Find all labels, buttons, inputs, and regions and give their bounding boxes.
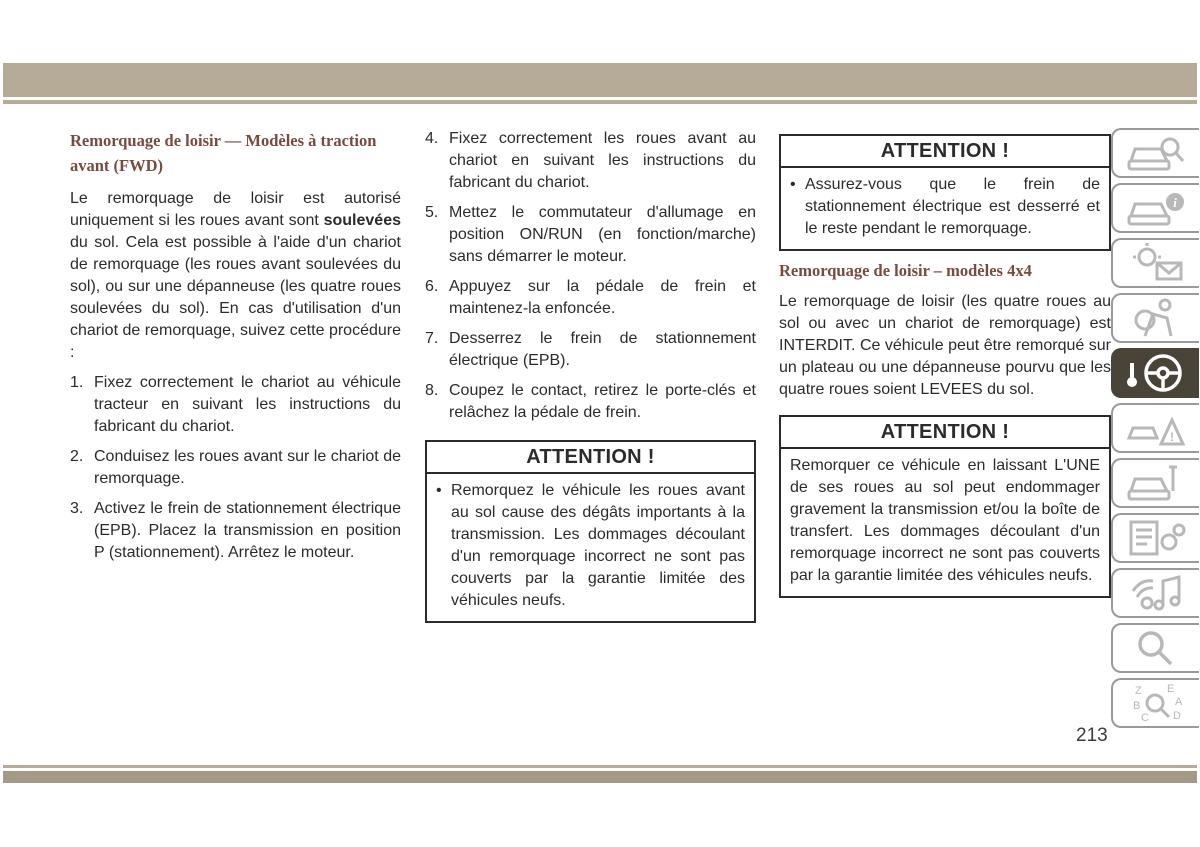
- attention-body: [427, 474, 754, 621]
- step-item: [425, 128, 756, 194]
- step-text: Mettez le commutateur d'allumage en position ON/RUN (en fonction/marche) sans démarrer le moteur.: [449, 204, 756, 265]
- svg-text:C: C: [1141, 712, 1149, 724]
- tab-safety[interactable]: [1111, 293, 1199, 343]
- header-band: [3, 63, 1197, 97]
- index-search-icon: [1123, 626, 1189, 670]
- column-left: [70, 128, 401, 572]
- svg-text:B: B: [1133, 700, 1141, 712]
- attention-text: Remorquer ce véhicule en laissant L'UNE de ses roues au sol peut endommager gravement la transmission et/ou la boîte de transfert. Les dommages découlant d'un remorquage incorrect ne sont pas couverts par la garantie limitée des véhicules neufs.: [790, 457, 1100, 584]
- step-number: 8.: [425, 382, 439, 399]
- step-text: Fixez correctement les roues avant au chariot en suivant les instructions du fabricant du chariot.: [449, 130, 756, 191]
- intro-emphasis: soulevées: [323, 212, 401, 229]
- footer-band: [3, 771, 1197, 783]
- footer-rule: [3, 765, 1197, 768]
- attention-box: [425, 440, 756, 623]
- bullet-dot: •: [436, 482, 442, 499]
- car-info-icon: [1123, 186, 1189, 230]
- step-item: [425, 380, 756, 424]
- airbag-safety-icon: [1123, 296, 1189, 340]
- step-number: 4.: [425, 130, 439, 147]
- attention-bullet-item: [790, 174, 1100, 240]
- attention-text: Assurez-vous que le frein de stationnement électrique est desserré et le reste pendant le remorquage.: [805, 176, 1100, 237]
- column-right: [779, 128, 1111, 598]
- attention-box: [779, 415, 1111, 598]
- step-number: 5.: [425, 204, 439, 221]
- step-text: Fixez correctement le chariot au véhicule tracteur en suivant les instructions du fabricant du chariot.: [94, 374, 401, 435]
- step-item: [425, 202, 756, 268]
- step-number: 6.: [425, 278, 439, 295]
- step-text: Activez le frein de stationnement électrique (EPB). Placez la transmission en position P (stationnement). Arrêtez le moteur.: [94, 500, 401, 561]
- car-search-icon: [1123, 131, 1189, 175]
- step-number: 7.: [425, 330, 439, 347]
- step-text: Appuyez sur la pédale de frein et maintenez-la enfoncée.: [449, 278, 756, 317]
- step-item: [70, 446, 401, 490]
- tab-emergencies[interactable]: [1111, 403, 1199, 453]
- section-heading-4x4: Remorquage de loisir – modèles 4x4: [779, 261, 1032, 280]
- intro-paragraph: [70, 188, 401, 364]
- step-item: [425, 276, 756, 320]
- step-item: [70, 498, 401, 564]
- step-number: 1.: [70, 374, 84, 391]
- intro-text: Le remorquage de loisir est autorisé uniquement si les roues avant sont: [70, 190, 401, 229]
- tab-car-info[interactable]: [1111, 183, 1199, 233]
- tab-servicing[interactable]: [1111, 458, 1199, 508]
- step-item: [425, 328, 756, 372]
- warning-light-message-icon: [1123, 241, 1189, 285]
- intro-text-cont: du sol. Cela est possible à l'aide d'un chariot de remorquage (les roues avant soulevées du sol), ou sur une dépanneuse (les quatre roues soulevées du sol). En cas d'utilisation d'un chariot de remorquage, suivez cette procédure :: [70, 234, 401, 361]
- bullet-dot: •: [790, 176, 796, 193]
- alphabet-index-icon: [1123, 681, 1189, 725]
- svg-text:E: E: [1167, 683, 1175, 695]
- attention-text: Remorquez le véhicule les roues avant au sol cause des dégâts importants à la transmission. Les dommages découlant d'un remorquage incorrect ne sont pas couverts par la garantie limitée des véhicules neufs.: [451, 482, 745, 609]
- step-number: 3.: [70, 500, 84, 517]
- svg-text:A: A: [1175, 696, 1183, 708]
- attention-title: ATTENTION !: [427, 442, 754, 474]
- steering-wheel-key-icon: [1123, 351, 1189, 395]
- steps-list: [70, 372, 401, 564]
- tab-alphabetical-index[interactable]: [1111, 678, 1199, 728]
- tab-multimedia[interactable]: [1111, 568, 1199, 618]
- tab-index-search[interactable]: [1111, 623, 1199, 673]
- header-rule: [3, 100, 1197, 104]
- svg-text:i: i: [1173, 195, 1177, 210]
- tab-specifications[interactable]: [1111, 513, 1199, 563]
- paragraph-4x4: Le remorquage de loisir (les quatre roues au sol ou avec un chariot de remorquage) est INTERDIT. Ce véhicule peut être remorqué sur un plateau ou une dépanneuse pourvu que les quatre roues soient LEVEES du sol.: [779, 293, 1111, 398]
- attention-box: [779, 134, 1111, 251]
- attention-title: ATTENTION !: [781, 417, 1109, 449]
- tab-car-search[interactable]: [1111, 128, 1199, 178]
- car-service-icon: [1123, 461, 1189, 505]
- svg-text:D: D: [1173, 710, 1181, 722]
- svg-text:!: !: [1170, 430, 1174, 444]
- steps-list-continued: [425, 128, 756, 424]
- attention-body: [781, 168, 1109, 249]
- roadside-warning-icon: [1123, 406, 1189, 450]
- attention-body: [781, 449, 1109, 596]
- section-heading-fwd: Remorquage de loisir — Modèles à traction avant (FWD): [70, 131, 377, 175]
- step-text: Desserrez le frein de stationnement électrique (EPB).: [449, 330, 756, 369]
- attention-title: ATTENTION !: [781, 136, 1109, 168]
- step-item: [70, 372, 401, 438]
- page-number: 213: [1076, 725, 1108, 746]
- step-text: Conduisez les roues avant sur le chariot de remorquage.: [94, 448, 401, 487]
- tab-warning-lights[interactable]: [1111, 238, 1199, 288]
- multimedia-music-icon: [1123, 571, 1189, 615]
- specifications-gears-icon: [1123, 516, 1189, 560]
- tab-starting-operating[interactable]: [1111, 348, 1199, 398]
- attention-bullet-item: [436, 480, 745, 612]
- svg-text:Z: Z: [1135, 685, 1142, 697]
- column-middle: [425, 128, 756, 623]
- step-number: 2.: [70, 448, 84, 465]
- step-text: Coupez le contact, retirez le porte-clés et relâchez la pédale de frein.: [449, 382, 756, 421]
